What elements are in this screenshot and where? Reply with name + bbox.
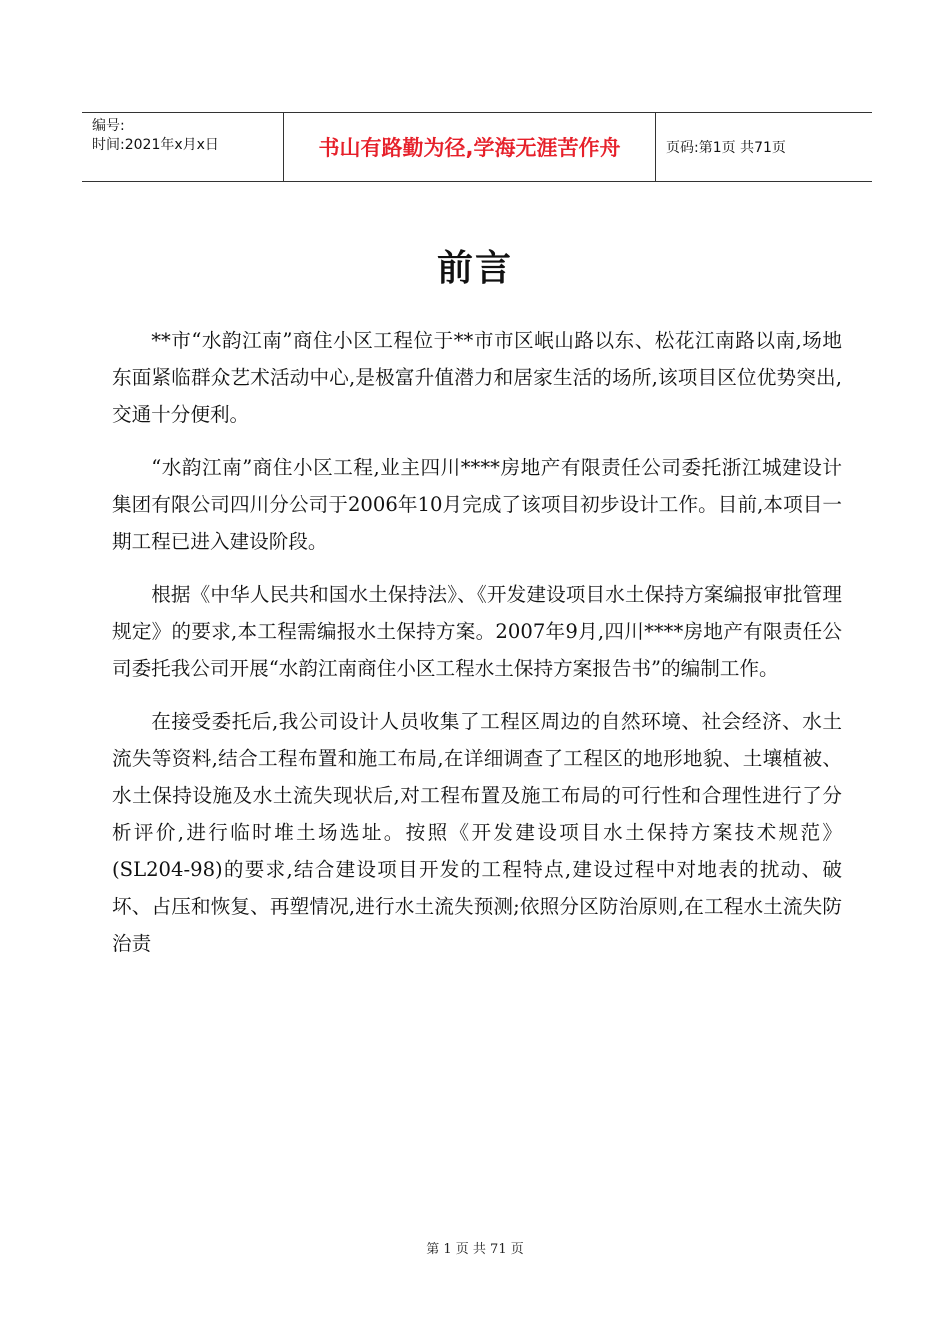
header-page-label: 页码:第1页 共71页 <box>666 140 786 156</box>
page-title: 前言 <box>436 248 513 289</box>
document-header <box>82 112 872 182</box>
body-text <box>112 322 842 978</box>
paragraph: “水韵江南”商住小区工程,业主四川****房地产有限责任公司委托浙江城建设计集团有限公司四川分公司于2006年10月完成了该项目初步设计工作。目前,本项目一期工程已进入建设阶段。 <box>112 456 842 553</box>
header-meta <box>82 113 284 181</box>
number-label: 编号: <box>92 118 125 134</box>
paragraph: 根据《中华人民共和国水土保持法》、《开发建设项目水土保持方案编报审批管理规定》的要求,本工程需编报水土保持方案。2007年9月,四川****房地产有限责任公司委托我公司开展“水韵江南商住小区工程水土保持方案报告书”的编制工作。 <box>112 583 842 680</box>
time-label: 时间:2021年x月x日 <box>92 137 219 153</box>
paragraph: **市“水韵江南”商住小区工程位于**市市区岷山路以东、松花江南路以南,场地东面紧临群众艺术活动中心,是极富升值潜力和居家生活的场所,该项目区位优势突出,交通十分便利。 <box>112 329 842 426</box>
paragraph: 在接受委托后,我公司设计人员收集了工程区周边的自然环境、社会经济、水土流失等资料,结合工程布置和施工布局,在详细调查了工程区的地形地貌、土壤植被、水土保持设施及水土流失现状后,对工程布置及施工布局的可行性和合理性进行了分析评价,进行临时堆土场选址。按照《开发建设项目水土保持方案技术规范》(SL204-98)的要求,结合建设项目开发的工程特点,建设过程中对地表的扰动、破坏、占压和恢复、再塑情况,进行水土流失预测;依照分区防治原则,在工程水土流失防治责 <box>112 710 842 955</box>
page-footer: 第 1 页 共 71 页 <box>426 1242 524 1257</box>
header-motto: 书山有路勤为径,学海无涯苦作舟 <box>284 113 656 181</box>
